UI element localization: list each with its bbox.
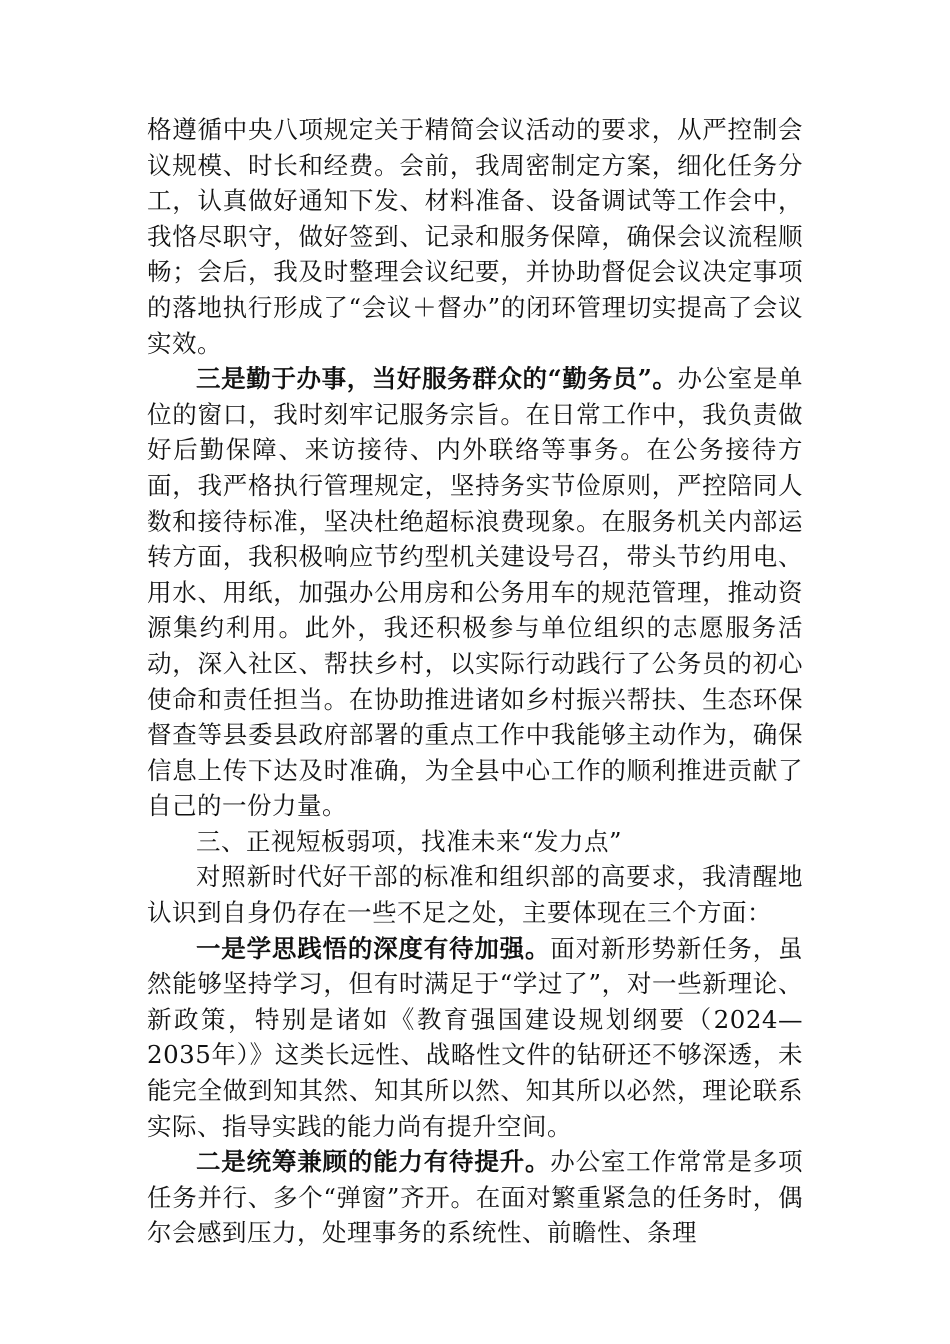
paragraph-study-depth (147, 931, 803, 1145)
paragraph-coordination-ability (147, 1144, 803, 1251)
paragraph-text: 办公室是单位的窗口，我时刻牢记服务宗旨。在日常工作中，我负责做好后勤保障、来访接待、内外联络等事务。在公务接待方面，我严格执行管理规定，坚持务实节俭原则，严控陪同人数和接待标准，坚决杜绝超标浪费现象。在服务机关内部运转方面，我积极响应节约型机关建设号召，带头节约用电、用水、用纸，加强办公用房和公务用车的规范管理，推动资源集约利用。此外，我还积极参与单位组织的志愿服务活动，深入社区、帮扶乡村，以实际行动践行了公务员的初心使命和责任担当。在协助推进诸如乡村振兴帮扶、生态环保督查等县委县政府部署的重点工作中我能够主动作为，确保信息上传下达及时准确，为全县中心工作的顺利推进贡献了自己的一份力量。 (147, 364, 803, 821)
paragraph-service-officer (147, 361, 803, 824)
section-heading-text: 三、正视短板弱项，找准未来“发力点” (196, 826, 623, 856)
paragraph-lead: 一是学思践悟的深度有待加强。 (196, 933, 551, 963)
paragraph-lead: 二是统筹兼顾的能力有待提升。 (196, 1147, 551, 1177)
paragraph-lead: 三是勤于办事，当好服务群众的“勤务员”。 (196, 364, 678, 394)
paragraph-text: 面对新形势新任务，虽然能够坚持学习，但有时满足于“学过了”，对一些新理论、新政策，特别是诸如《教育强国建设规划纲要（2024—2035年）》这类长远性、战略性文件的钻研还不够深透，未能完全做到知其然、知其所以然、知其所以必然，理论联系实际、指导实践的能力尚有提升空间。 (147, 933, 804, 1141)
section-heading-shortcomings (147, 824, 803, 860)
paragraph-text: 格遵循中央八项规定关于精简会议活动的要求，从严控制会议规模、时长和经费。会前，我周密制定方案，细化任务分工，认真做好通知下发、材料准备、设备调试等工作会中，我恪尽职守，做好签到、记录和服务保障，确保会议流程顺畅；会后，我及时整理会议纪要，并协助督促会议决定事项的落地执行形成了“会议＋督办”的闭环管理切实提高了会议实效。 (147, 115, 803, 358)
paragraph-shortcomings-intro (147, 859, 803, 930)
paragraph-meeting-management (147, 112, 803, 361)
paragraph-text: 办公室工作常常是多项任务并行、多个“弹窗”齐开。在面对繁重紧急的任务时，偶尔会感到压力，处理事务的系统性、前瞻性、条理 (147, 1147, 804, 1248)
paragraph-text: 对照新时代好干部的标准和组织部的高要求，我清醒地认识到自身仍存在一些不足之处，主要体现在三个方面： (147, 862, 803, 928)
document-page (147, 112, 803, 1251)
